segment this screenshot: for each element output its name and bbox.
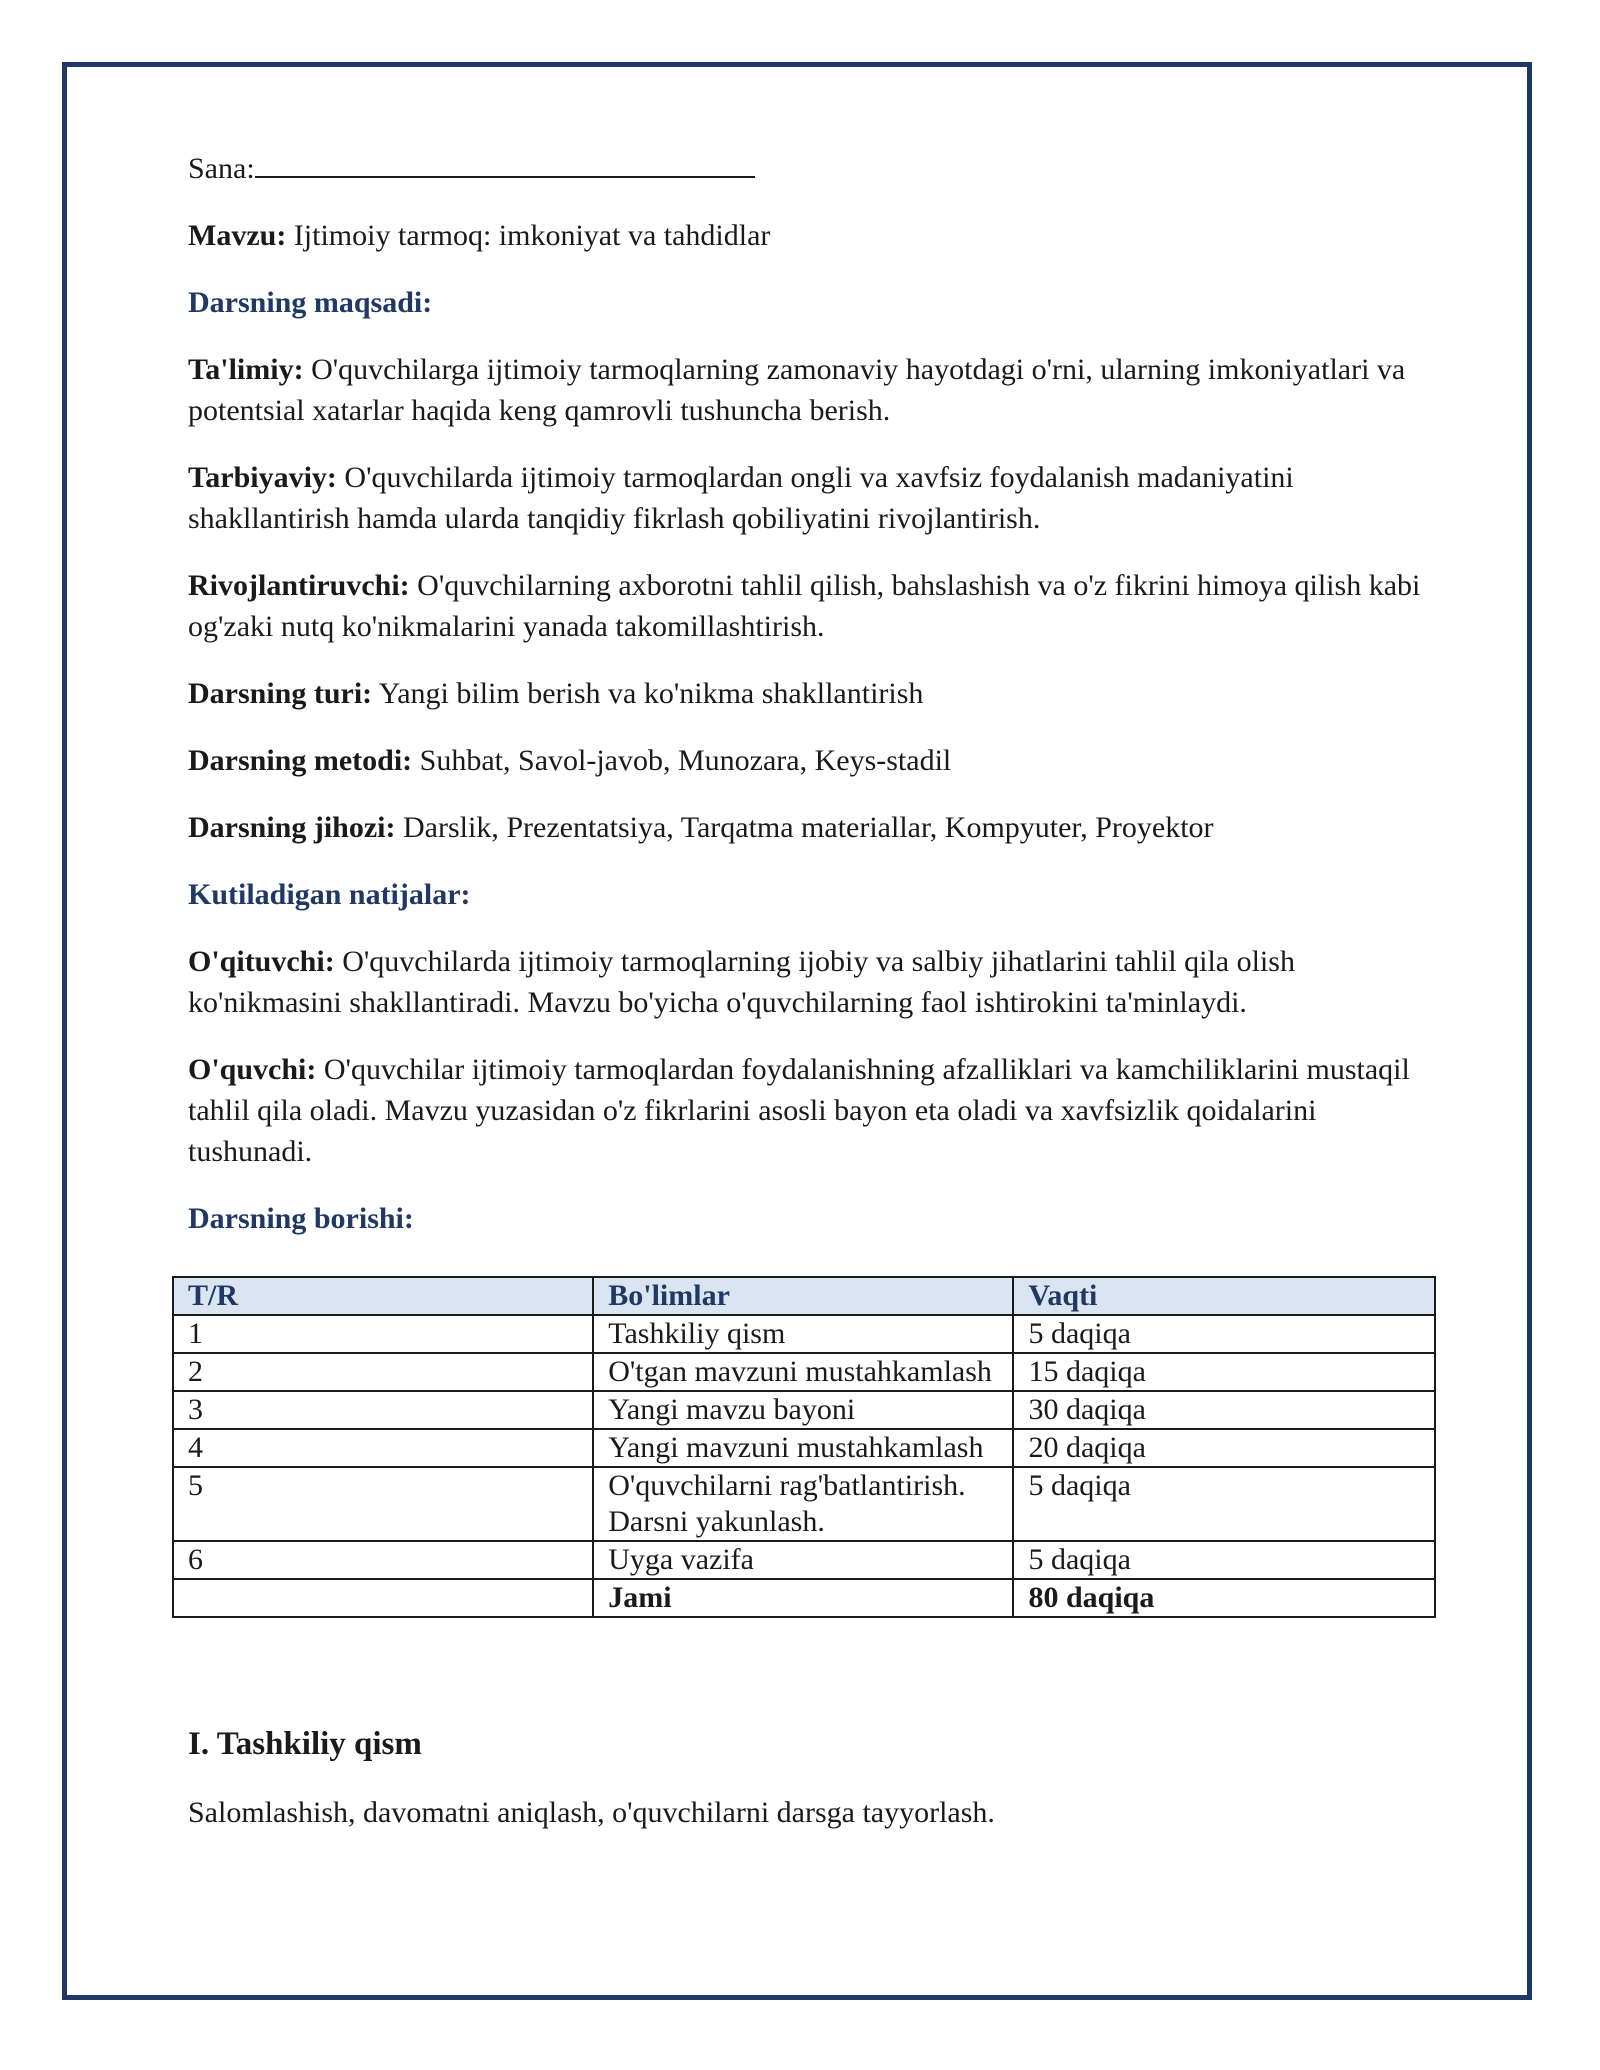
section-1-text: Salomlashish, davomatni aniqlash, o'quvchilarni darsga tayyorlash. <box>188 1796 995 1829</box>
mavzu-paragraph <box>188 215 1448 256</box>
rivojlantiruvchi-label: Rivojlantiruvchi: <box>188 569 410 602</box>
table-row <box>173 1429 1435 1467</box>
tarbiyaviy-paragraph <box>188 457 1448 539</box>
table-cell-section: O'quvchilarni rag'batlantirish. Darsni yakunlash. <box>593 1467 1013 1541</box>
table-row <box>173 1467 1435 1541</box>
oquvchi-label: O'quvchi: <box>188 1053 317 1086</box>
table-header-bolimlar: Bo'limlar <box>593 1277 1013 1315</box>
talimiy-label: Ta'limiy: <box>188 353 304 386</box>
talimiy-paragraph <box>188 349 1448 431</box>
table-header-row <box>173 1277 1435 1315</box>
table-cell-number: 1 <box>173 1315 593 1353</box>
jihozi-paragraph <box>188 807 1448 848</box>
table-total-value: 80 daqiqa <box>1013 1579 1435 1617</box>
metodi-label: Darsning metodi: <box>188 744 413 777</box>
mavzu-label: Mavzu: <box>188 219 287 252</box>
table-cell-time: 5 daqiqa <box>1013 1467 1435 1541</box>
sana-label: Sana: <box>188 152 255 185</box>
table-cell-number: 5 <box>173 1467 593 1541</box>
table-cell-section: Yangi mavzuni mustahkamlash <box>593 1429 1013 1467</box>
table-cell-section: Tashkiliy qism <box>593 1315 1013 1353</box>
table-cell-time: 5 daqiqa <box>1013 1541 1435 1579</box>
sana-blank-line <box>255 146 755 178</box>
table-cell-time: 15 daqiqa <box>1013 1353 1435 1391</box>
tarbiyaviy-label: Tarbiyaviy: <box>188 461 337 494</box>
talimiy-text: O'quvchilarga ijtimoiy tarmoqlarning zamonaviy hayotdagi o'rni, ularning imkoniyatlari va potentsial xatarlar haqida keng qamrovli tushuncha berish. <box>188 353 1406 427</box>
table-row <box>173 1541 1435 1579</box>
table-cell-number: 3 <box>173 1391 593 1429</box>
natijalar-heading: Kutiladigan natijalar: <box>188 878 471 911</box>
rivojlantiruvchi-paragraph <box>188 565 1448 647</box>
turi-text: Yangi bilim berish va ko'nikma shakllantirish <box>378 677 924 710</box>
jihozi-label: Darsning jihozi: <box>188 811 396 844</box>
oqituvchi-text: O'quvchilarda ijtimoiy tarmoqlarning ijobiy va salbiy jihatlarini tahlil qila olish ko'nikmasini shakllantiradi. Mavzu bo'yicha o'quvchilarning faol ishtirokini ta'minlaydi. <box>188 945 1295 1019</box>
table-total-empty-cell <box>173 1579 593 1617</box>
table-total-row <box>173 1579 1435 1617</box>
table-cell-section: Yangi mavzu bayoni <box>593 1391 1013 1429</box>
table-header-tr: T/R <box>173 1277 593 1315</box>
table-row <box>173 1353 1435 1391</box>
table-cell-section: O'tgan mavzuni mustahkamlash <box>593 1353 1013 1391</box>
oquvchi-paragraph <box>188 1049 1448 1172</box>
table-header-vaqti: Vaqti <box>1013 1277 1435 1315</box>
table-cell-time: 30 daqiqa <box>1013 1391 1435 1429</box>
metodi-paragraph <box>188 740 1448 781</box>
oqituvchi-label: O'qituvchi: <box>188 945 335 978</box>
lesson-schedule-table <box>172 1276 1436 1618</box>
tarbiyaviy-text: O'quvchilarda ijtimoiy tarmoqlardan ongli va xavfsiz foydalanish madaniyatini shakllantirish hamda ularda tanqidiy fikrlash qobiliyatini rivojlantirish. <box>188 461 1294 535</box>
jihozi-text: Darslik, Prezentatsiya, Tarqatma materiallar, Kompyuter, Proyektor <box>403 811 1214 844</box>
maqsad-heading: Darsning maqsadi: <box>188 286 433 319</box>
table-cell-time: 5 daqiqa <box>1013 1315 1435 1353</box>
oquvchi-text: O'quvchilar ijtimoiy tarmoqlardan foydalanishning afzalliklari va kamchiliklarini mustaqil tahlil qila oladi. Mavzu yuzasidan o'z fikrlarini asosli bayon eta oladi va xavfsizlik qoidalarini tushunadi. <box>188 1053 1410 1168</box>
borishi-heading: Darsning borishi: <box>188 1202 414 1235</box>
lesson-plan-body <box>188 146 1448 1265</box>
turi-label: Darsning turi: <box>188 677 373 710</box>
table-cell-number: 4 <box>173 1429 593 1467</box>
table-row <box>173 1315 1435 1353</box>
rivojlantiruvchi-text: O'quvchilarning axborotni tahlil qilish, bahslashish va o'z fikrini himoya qilish kabi og'zaki nutq ko'nikmalarini yanada takomillashtirish. <box>188 569 1421 643</box>
table-total-label: Jami <box>593 1579 1013 1617</box>
section-1-title: I. Tashkiliy qism <box>188 1726 422 1762</box>
table-row <box>173 1391 1435 1429</box>
mavzu-text: Ijtimoiy tarmoq: imkoniyat va tahdidlar <box>293 219 771 252</box>
turi-paragraph <box>188 673 1448 714</box>
oqituvchi-paragraph <box>188 941 1448 1023</box>
table-cell-number: 2 <box>173 1353 593 1391</box>
table-cell-time: 20 daqiqa <box>1013 1429 1435 1467</box>
metodi-text: Suhbat, Savol-javob, Munozara, Keys-stadil <box>419 744 952 777</box>
table-cell-number: 6 <box>173 1541 593 1579</box>
sana-field <box>188 146 1448 189</box>
table-cell-section: Uyga vazifa <box>593 1541 1013 1579</box>
